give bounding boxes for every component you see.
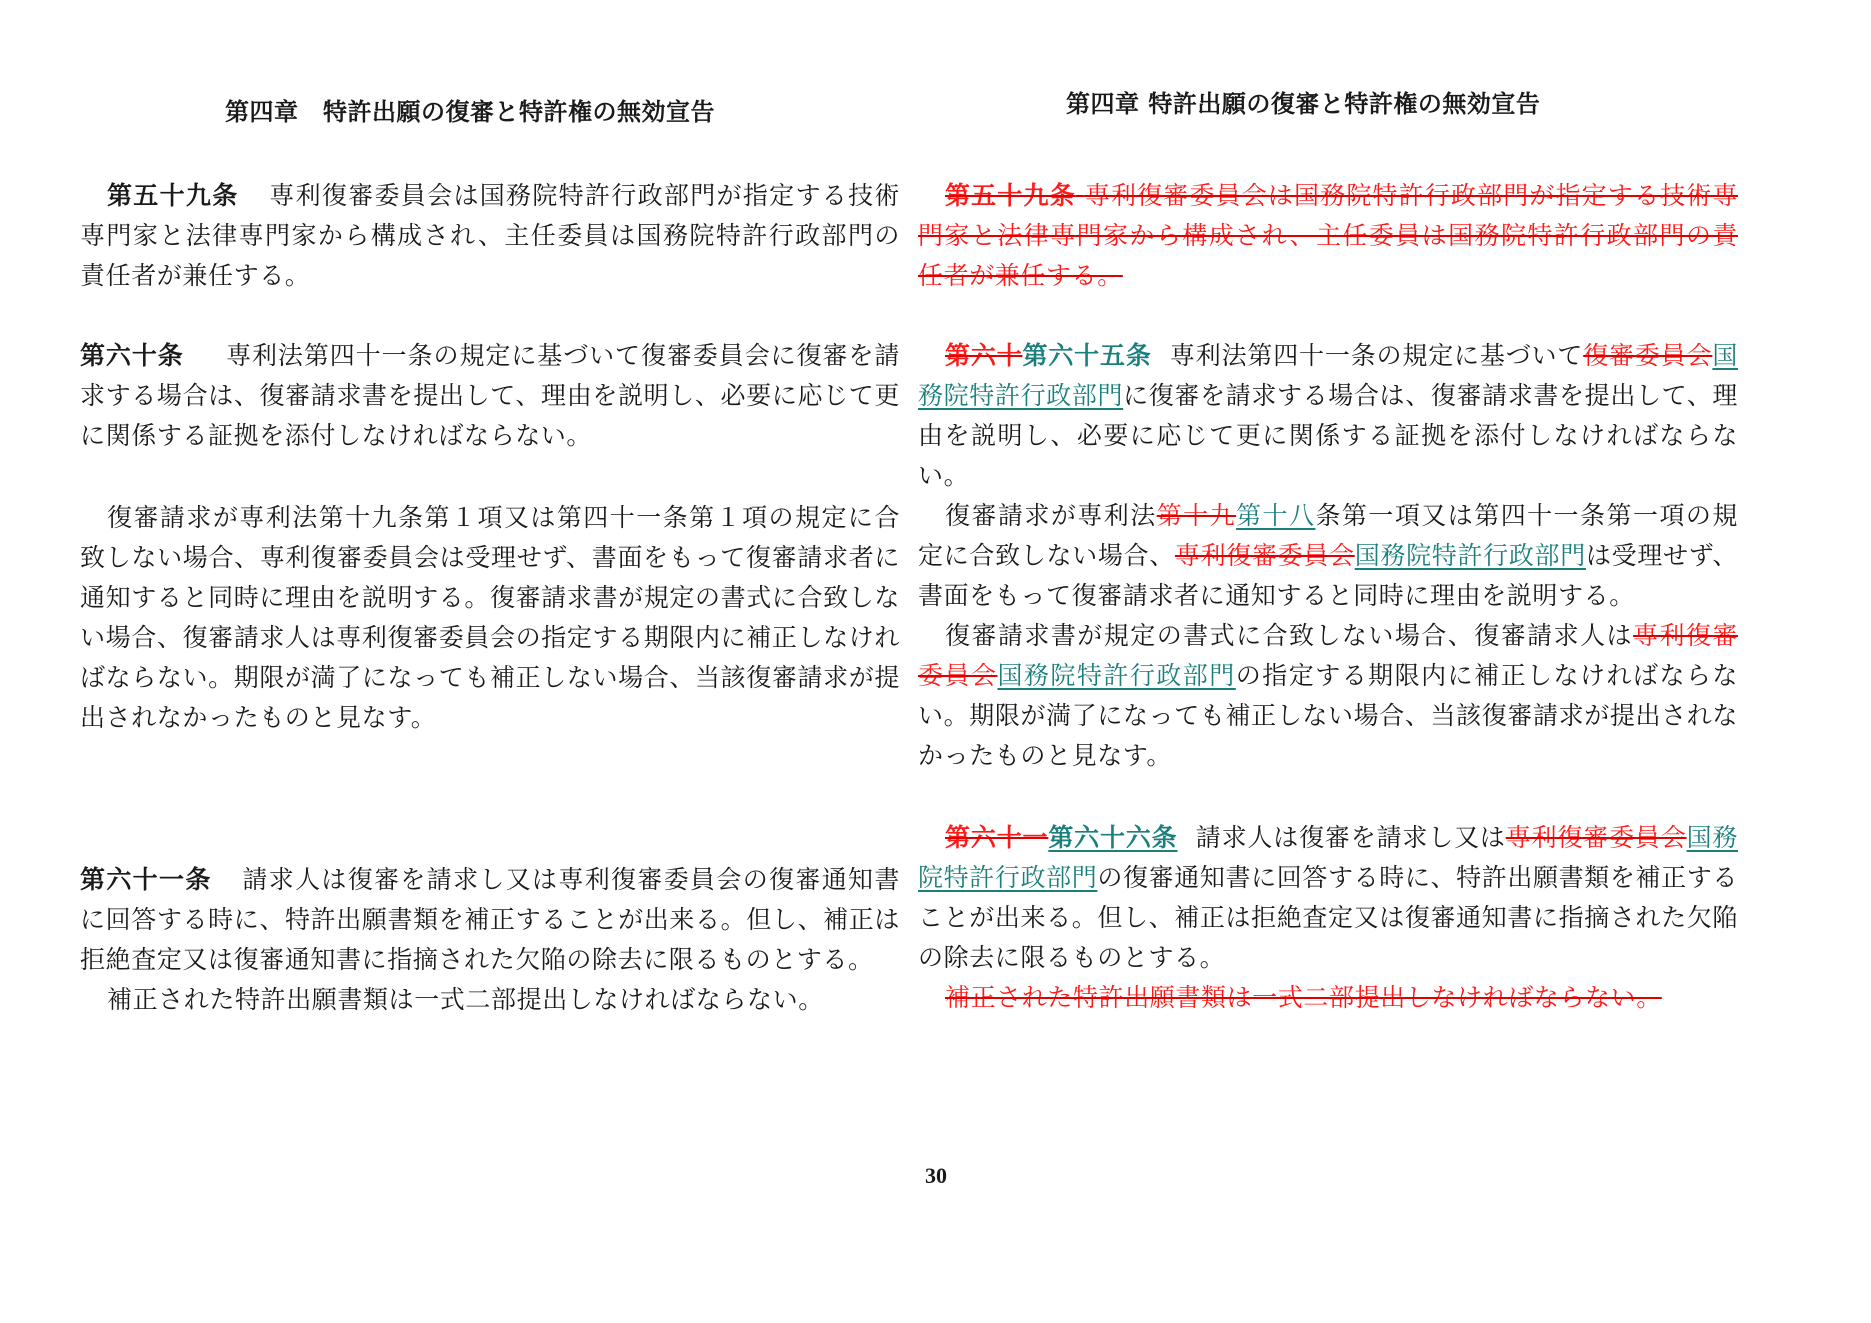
article-60 (80, 336, 900, 456)
article-text: 専利法第四十一条の規定に基づいて復審委員会に復審を請求する場合は、復審請求書を提出して、理由を説明し、必要に応じて更に関係する証拠を添付しなければならない。 (80, 341, 900, 450)
article-59 (80, 176, 900, 296)
deleted-text: 専利復審委員会 (1174, 541, 1355, 570)
deleted-heading: 第六十一 (945, 823, 1049, 852)
inserted-heading: 第六十六条 (1048, 823, 1178, 852)
article-59-deleted (918, 176, 1738, 296)
inserted-text: 国務院特許行政部門 (1354, 541, 1586, 570)
inserted-text: 第十八 (1236, 501, 1316, 530)
article-text: 請求人は復審を請求し又は専利復審委員会の復審通知書に回答する時に、特許出願書類を補正することが出来る。但し、補正は拒絶査定又は復審通知書に指摘された欠陥の除去に限るものとする。 (80, 865, 900, 974)
inserted-text: 国務院特許行政部門 (997, 661, 1236, 690)
deleted-text: 専利復審委員会 (918, 621, 1739, 690)
deleted-paragraph: 補正された特許出願書類は一式二部提出しなければならない。 (945, 983, 1662, 1012)
paragraph-3: 復審請求書が規定の書式に合致しない場合、復審請求人は専利復審委員会国務院特許行政部門の指定する期限内に補正しなければならない。期限が満了になっても補正しない場合、当該復審請求が提出されなかったものと見なす。 (918, 621, 1739, 770)
deleted-text: 復審委員会 (1583, 341, 1713, 370)
article-heading: 第六十一条 (80, 865, 212, 894)
deleted-text: 第十九 (1156, 501, 1237, 530)
article-61 (80, 860, 900, 1020)
inserted-text: 国務院特許行政部門 (918, 823, 1739, 892)
deleted-heading: 第六十 (945, 341, 1023, 370)
inserted-text: 国務院特許行政部門 (918, 341, 1738, 410)
deleted-heading: 第五十九条 (945, 181, 1076, 210)
deleted-text: 専利復審委員会 (1505, 823, 1687, 852)
article-heading: 第六十条 (80, 341, 184, 370)
article-60-paragraph-2 (80, 498, 900, 738)
deleted-text: 専利復審委員会は国務院特許行政部門が指定する技術専門家と法律専門家から構成され、主任委員は国務院特許行政部門の責任者が兼任する。 (918, 181, 1738, 290)
page-number: 30 (925, 1163, 947, 1188)
paragraph-text: 復審請求が専利法第十九条第１項又は第四十一条第１項の規定に合致しない場合、専利復審委員会は受理せず、書面をもって復審請求者に通知すると同時に理由を説明する。復審請求書が規定の書式に合致しない場合、復審請求人は専利復審委員会の指定する期限内に補正しなければならない。期限が満了になっても補正しない場合、当該復審請求が提出されなかったものと見なす。 (80, 503, 900, 732)
article-heading: 第五十九条 (107, 181, 239, 210)
chapter-title: 第四章 特許出願の復審と特許権の無効宣告 (225, 97, 715, 126)
chapter-title: 第四章 特許出願の復審と特許権の無効宣告 (1066, 89, 1541, 118)
paragraph-2: 復審請求が専利法第十九第十八条第一項又は第四十一条第一項の規定に合致しない場合、専利復審委員会国務院特許行政部門は受理せず、書面をもって復審請求者に通知すると同時に理由を説明する。 (918, 501, 1738, 610)
paragraph-text: 補正された特許出願書類は一式二部提出しなければならない。 (107, 985, 824, 1014)
article-65: 第六十第六十五条 専利法第四十一条の規定に基づいて復審委員会国務院特許行政部門に復審を請求する場合は、復審請求書を提出して、理由を説明し、必要に応じて更に関係する証拠を添付しなければならない。 復審請求が専利法第十九第十八条第一項又は第四十一条第一項の規定に合致しない場合、専利復審委員会国務院特許行政部門は受理せず、書面をもって復審請求者に通知すると同時に理由を説明する。 復審請求書が規定の書式に合致しない場合、復審請求人は専利復審委員会国務院特許行政部門の指定する期限内に補正しなければならない。期限が満了になっても補正しない場合、当該復審請求が提出されなかったものと見なす。 (918, 336, 1738, 776)
article-text: 専利復審委員会は国務院特許行政部門が指定する技術専門家と法律専門家から構成され、主任委員は国務院特許行政部門の責任者が兼任する。 (80, 181, 900, 290)
inserted-heading: 第六十五条 (1022, 341, 1152, 370)
article-66: 第六十一第六十六条 請求人は復審を請求し又は専利復審委員会国務院特許行政部門の復審通知書に回答する時に、特許出願書類を補正することが出来る。但し、補正は拒絶査定又は復審通知書に指摘された欠陥の除去に限るものとする。 補正された特許出願書類は一式二部提出しなければならない。 (918, 818, 1738, 1018)
